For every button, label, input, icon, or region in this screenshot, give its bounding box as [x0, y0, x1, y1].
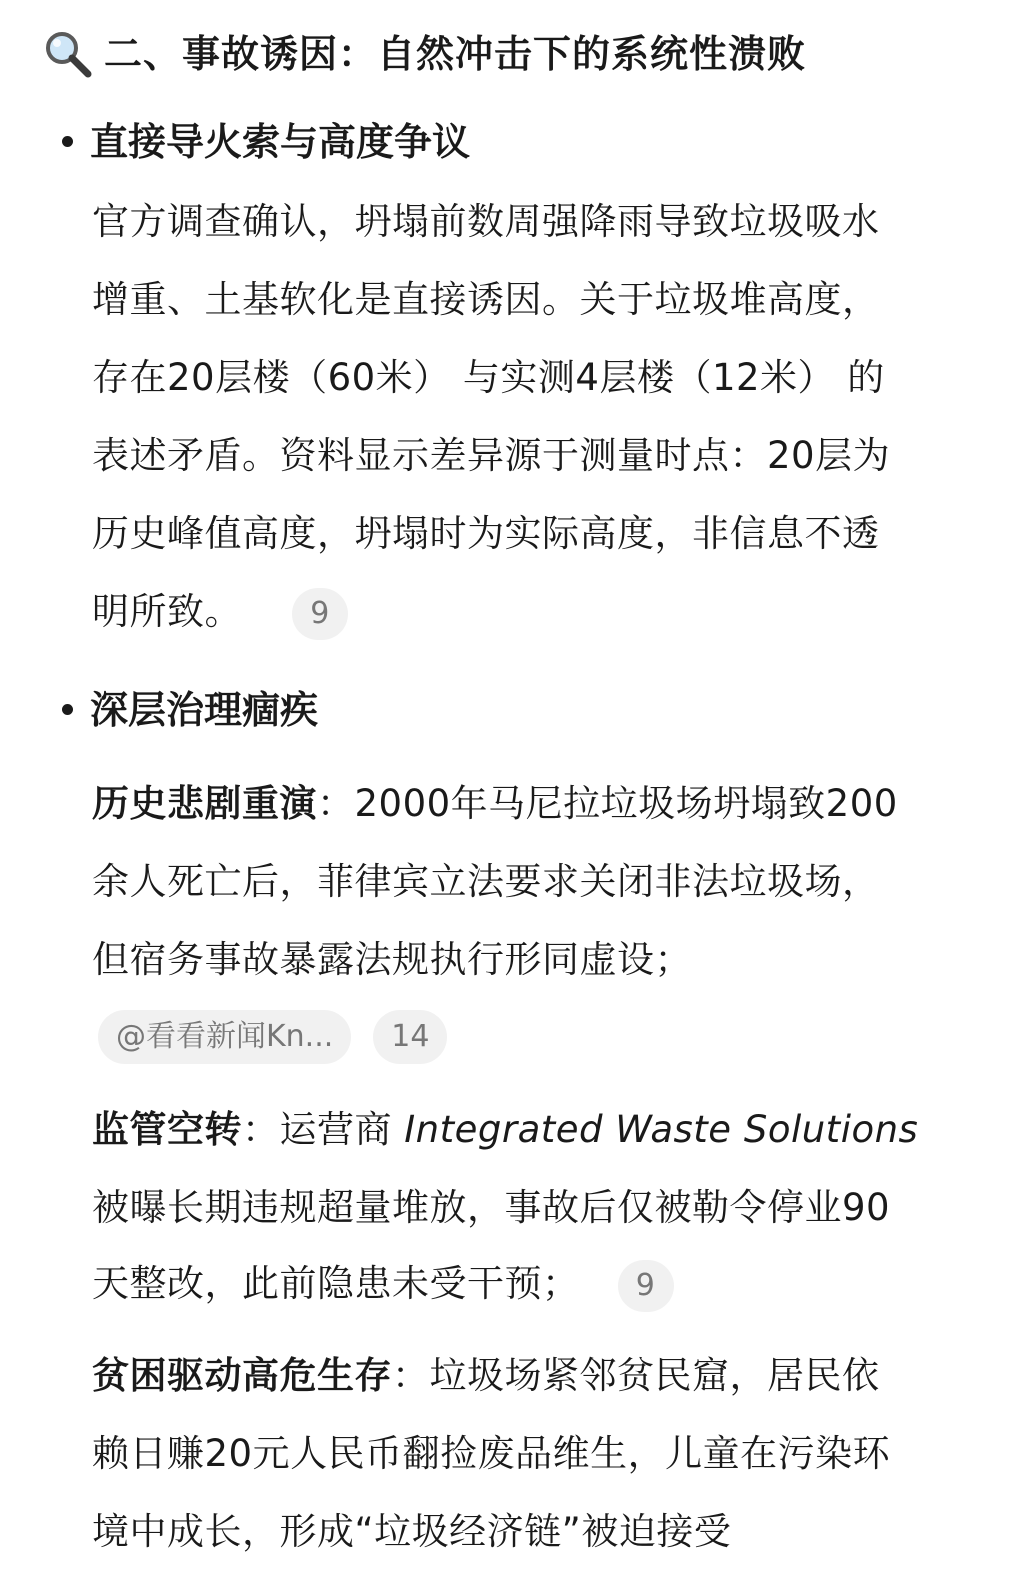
paragraph-label: 贫困驱动高危生存 — [92, 1354, 392, 1397]
text-line: 存在20层楼（60米） 与实测4层楼（12米） 的 — [92, 356, 885, 399]
text-line: 境中成长，形成“垃圾经济链”被迫接受 — [92, 1510, 732, 1553]
text-line-last — [92, 586, 348, 640]
text-segment: 垃圾场紧邻贫民窟，居民依 — [429, 1354, 880, 1397]
citation-badge[interactable]: 9 — [618, 1260, 674, 1312]
paragraph-poverty-first-line — [92, 1350, 880, 1402]
bullet-title-text: 直接导火索与高度争议 — [90, 120, 471, 164]
company-name: Integrated Waste Solutions — [404, 1108, 919, 1151]
section-heading — [42, 28, 806, 80]
bullet-title-text: 深层治理痼疾 — [90, 688, 319, 732]
text-segment: 明所致。 — [92, 590, 242, 633]
text-line: 赖日赚20元人民币翻捡废品维生，儿童在污染环 — [92, 1432, 891, 1475]
bottom-fade — [860, 1510, 1020, 1575]
colon: ： — [317, 782, 355, 825]
text-line: 历史峰值高度，坍塌时为实际高度，非信息不透 — [92, 512, 880, 555]
text-segment: 2000年马尼拉垃圾场坍塌致200 — [354, 782, 898, 825]
bullet-title-direct-cause — [62, 116, 470, 168]
colon: ： — [242, 1108, 280, 1151]
colon: ： — [392, 1354, 430, 1397]
text-segment: 天整改，此前隐患未受干预； — [92, 1262, 580, 1305]
paragraph-history-first-line — [92, 778, 898, 830]
bullet-title-governance — [62, 684, 318, 736]
text-line: 表述矛盾。资料显示差异源于测量时点：20层为 — [92, 434, 891, 477]
text-line: 官方调查确认，坍塌前数周强降雨导致垃圾吸水 — [92, 200, 880, 243]
bullet-dot — [62, 136, 73, 147]
paragraph-label: 监管空转 — [92, 1108, 242, 1151]
text-line: 但宿务事故暴露法规执行形同虚设； — [92, 938, 692, 981]
source-chips — [98, 1010, 447, 1064]
text-line-last — [92, 1258, 674, 1312]
paragraph-label: 历史悲剧重演 — [92, 782, 317, 825]
citation-badge[interactable]: 9 — [292, 588, 348, 640]
heading-text: 二、事故诱因：自然冲击下的系统性溃败 — [104, 32, 807, 76]
text-line: 增重、土基软化是直接诱因。关于垃圾堆高度， — [92, 278, 880, 321]
text-line: 被曝长期违规超量堆放，事故后仅被勒令停业90 — [92, 1186, 891, 1229]
source-chip[interactable]: @看看新闻Kn... — [98, 1010, 351, 1064]
paragraph-regulation-first-line — [92, 1104, 918, 1156]
bullet-dot — [62, 704, 73, 715]
magnifier-icon — [42, 28, 94, 80]
text-line: 余人死亡后，菲律宾立法要求关闭非法垃圾场， — [92, 860, 880, 903]
text-segment: 运营商 — [279, 1108, 405, 1151]
citation-badge[interactable]: 14 — [373, 1010, 447, 1064]
